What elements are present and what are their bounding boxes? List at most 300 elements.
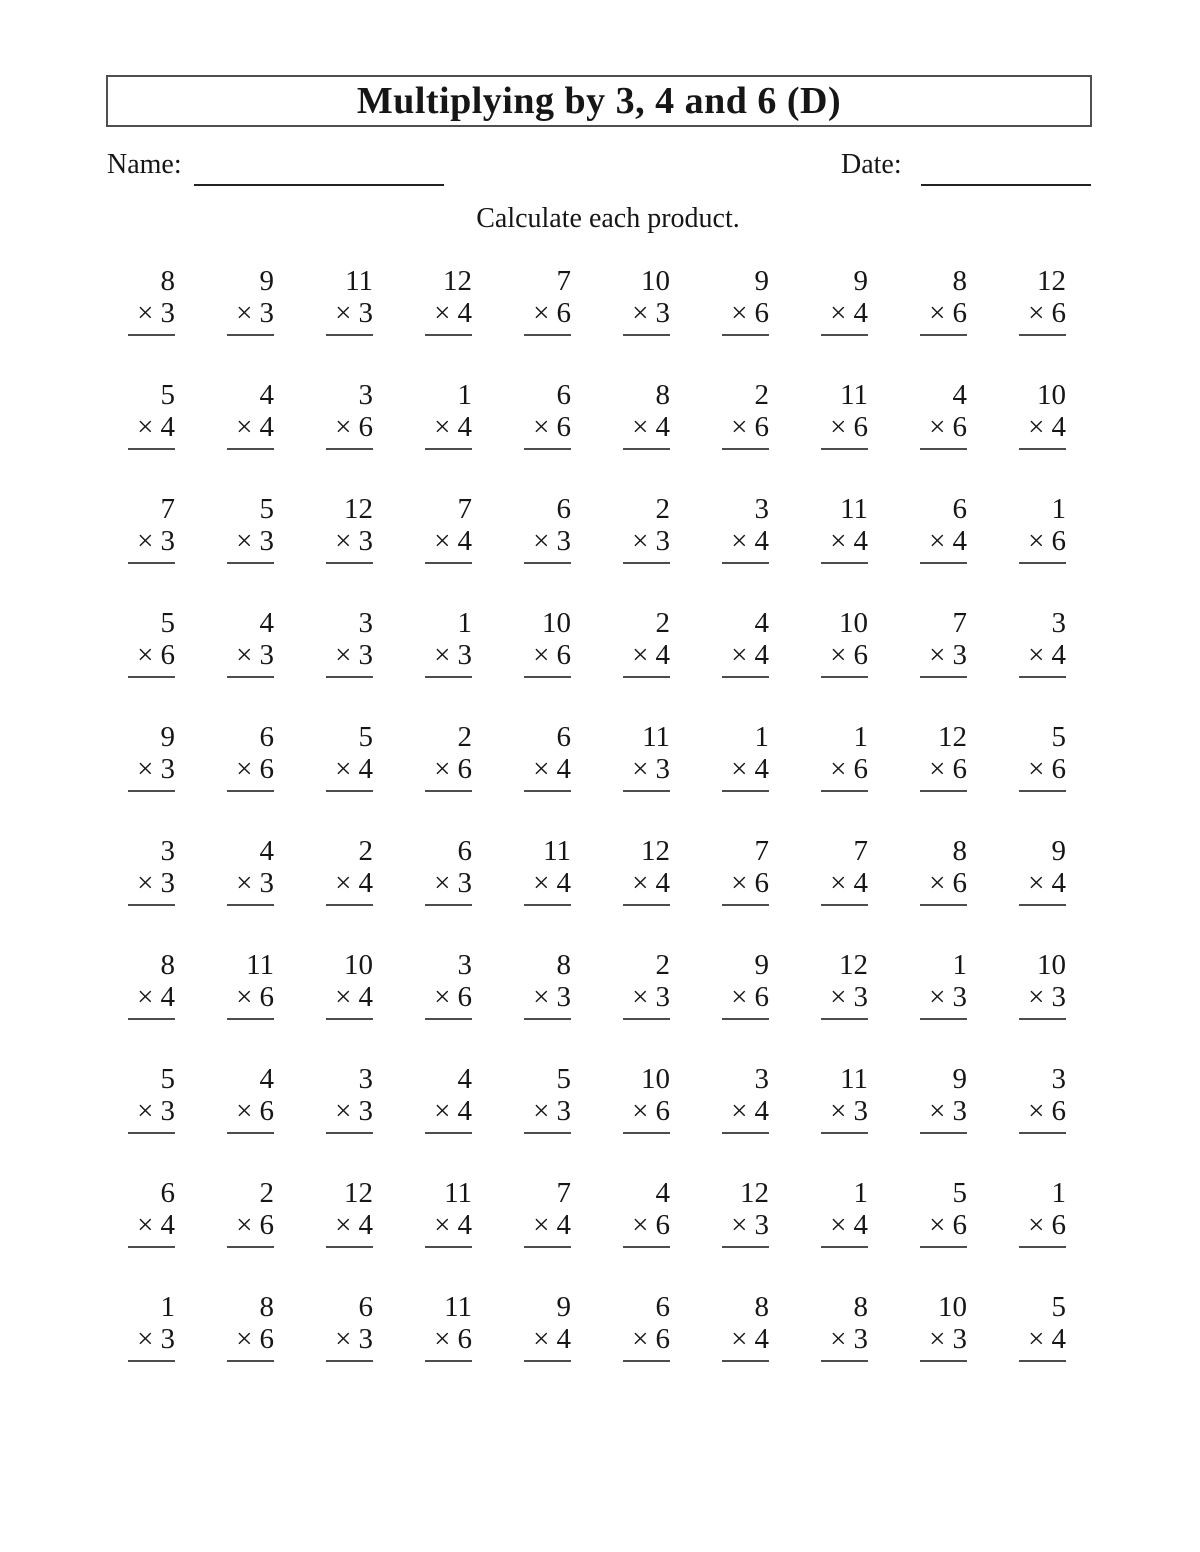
answer-line [821, 790, 868, 792]
multiplier: 3 [853, 1323, 868, 1355]
multiplier-row [821, 412, 868, 442]
answer-line [227, 562, 274, 564]
multiplier-row [920, 1324, 967, 1354]
times-sign: × [335, 1323, 352, 1355]
problem [524, 380, 571, 494]
answer-line [128, 790, 175, 792]
times-sign: × [632, 867, 649, 899]
multiplier-row [623, 1324, 670, 1354]
problem [623, 380, 670, 494]
problem [425, 494, 472, 608]
problem [920, 608, 967, 722]
answer-line [920, 790, 967, 792]
multiplier-row [227, 1324, 274, 1354]
multiplier: 4 [160, 1209, 175, 1241]
problem [722, 380, 769, 494]
problem [821, 266, 868, 380]
problem [227, 1064, 274, 1178]
problem [128, 1292, 175, 1406]
multiplier-row [326, 640, 373, 670]
answer-line [722, 334, 769, 336]
problem [821, 1178, 868, 1292]
answer-line [326, 562, 373, 564]
answer-line [524, 1246, 571, 1248]
problem [920, 266, 967, 380]
multiplier-row [920, 982, 967, 1012]
multiplier: 3 [1051, 981, 1066, 1013]
problem [524, 1064, 571, 1178]
answer-line [821, 334, 868, 336]
problem [128, 380, 175, 494]
multiplier: 3 [853, 1095, 868, 1127]
problem [920, 1178, 967, 1292]
multiplier-row [425, 868, 472, 898]
multiplier-row [326, 1210, 373, 1240]
times-sign: × [929, 1209, 946, 1241]
answer-line [425, 1246, 472, 1248]
multiplier-row [623, 1096, 670, 1126]
answer-line [128, 676, 175, 678]
problem [821, 722, 868, 836]
multiplier-row [326, 1096, 373, 1126]
multiplier: 6 [1051, 525, 1066, 557]
multiplier: 6 [754, 981, 769, 1013]
multiplicand: 9 [952, 1063, 967, 1095]
multiplicand: 9 [853, 265, 868, 297]
multiplier: 4 [358, 753, 373, 785]
problem [920, 722, 967, 836]
multiplier: 6 [655, 1209, 670, 1241]
problem [227, 950, 274, 1064]
multiplier: 4 [853, 1209, 868, 1241]
multiplier-row [425, 298, 472, 328]
multiplier: 3 [556, 1095, 571, 1127]
multiplicand: 7 [556, 1177, 571, 1209]
multiplicand: 12 [1037, 265, 1066, 297]
multiplier: 4 [853, 867, 868, 899]
multiplier: 3 [952, 981, 967, 1013]
times-sign: × [830, 1095, 847, 1127]
multiplier: 6 [952, 867, 967, 899]
multiplier-row [227, 1096, 274, 1126]
times-sign: × [335, 981, 352, 1013]
multiplicand: 10 [344, 949, 373, 981]
times-sign: × [335, 867, 352, 899]
multiplier-row [623, 526, 670, 556]
multiplier: 3 [952, 1095, 967, 1127]
multiplicand: 8 [160, 949, 175, 981]
problem [128, 266, 175, 380]
times-sign: × [731, 297, 748, 329]
multiplier: 3 [655, 753, 670, 785]
problem [524, 1292, 571, 1406]
multiplier: 4 [259, 411, 274, 443]
multiplier: 3 [358, 639, 373, 671]
answer-line [920, 334, 967, 336]
multiplier: 6 [259, 1209, 274, 1241]
multiplier: 6 [259, 1095, 274, 1127]
multiplier: 3 [655, 297, 670, 329]
times-sign: × [1028, 981, 1045, 1013]
multiplier: 6 [754, 867, 769, 899]
multiplier: 4 [655, 867, 670, 899]
times-sign: × [137, 525, 154, 557]
answer-line [227, 1132, 274, 1134]
times-sign: × [830, 1323, 847, 1355]
times-sign: × [929, 525, 946, 557]
multiplier: 3 [358, 1323, 373, 1355]
times-sign: × [236, 867, 253, 899]
times-sign: × [533, 1209, 550, 1241]
times-sign: × [632, 1095, 649, 1127]
problem [722, 836, 769, 950]
problem [128, 836, 175, 950]
problem [821, 836, 868, 950]
problem [722, 1292, 769, 1406]
multiplicand: 9 [160, 721, 175, 753]
multiplier-row [524, 526, 571, 556]
problem [1019, 608, 1066, 722]
multiplicand: 5 [160, 607, 175, 639]
problem [128, 494, 175, 608]
multiplier-row [1019, 640, 1066, 670]
times-sign: × [731, 639, 748, 671]
times-sign: × [236, 1095, 253, 1127]
problem [128, 722, 175, 836]
multiplier-row [623, 412, 670, 442]
answer-line [722, 562, 769, 564]
multiplier: 4 [754, 753, 769, 785]
times-sign: × [137, 297, 154, 329]
answer-line [326, 1360, 373, 1362]
times-sign: × [731, 1209, 748, 1241]
multiplicand: 2 [655, 607, 670, 639]
times-sign: × [632, 297, 649, 329]
times-sign: × [632, 1323, 649, 1355]
answer-line [722, 1132, 769, 1134]
problem [1019, 494, 1066, 608]
multiplier: 4 [160, 411, 175, 443]
multiplier-row [1019, 868, 1066, 898]
times-sign: × [137, 1209, 154, 1241]
answer-line [623, 676, 670, 678]
times-sign: × [236, 297, 253, 329]
problem [722, 1064, 769, 1178]
multiplier: 6 [556, 297, 571, 329]
multiplier: 3 [655, 981, 670, 1013]
multiplier-row [524, 868, 571, 898]
multiplicand: 1 [457, 379, 472, 411]
multiplier-row [425, 526, 472, 556]
multiplicand: 11 [543, 835, 571, 867]
multiplier-row [227, 298, 274, 328]
multiplicand: 4 [259, 379, 274, 411]
problem [227, 380, 274, 494]
multiplier-row [920, 1096, 967, 1126]
times-sign: × [830, 753, 847, 785]
answer-line [326, 1018, 373, 1020]
multiplicand: 5 [556, 1063, 571, 1095]
answer-line [227, 448, 274, 450]
multiplicand: 3 [754, 493, 769, 525]
answer-line [1019, 904, 1066, 906]
answer-line [128, 448, 175, 450]
problem [821, 494, 868, 608]
multiplier: 3 [655, 525, 670, 557]
problem [623, 1178, 670, 1292]
problem [920, 1292, 967, 1406]
page-title: Multiplying by 3, 4 and 6 (D) [356, 80, 842, 122]
answer-line [128, 904, 175, 906]
date-label: Date: [841, 149, 902, 180]
multiplier: 4 [457, 525, 472, 557]
multiplicand: 12 [344, 493, 373, 525]
multiplier: 3 [952, 1323, 967, 1355]
problem [326, 266, 373, 380]
multiplicand: 1 [853, 1177, 868, 1209]
multiplier: 3 [358, 525, 373, 557]
multiplier: 6 [556, 639, 571, 671]
times-sign: × [335, 525, 352, 557]
multiplier: 6 [655, 1323, 670, 1355]
multiplier-row [1019, 754, 1066, 784]
multiplicand: 8 [160, 265, 175, 297]
multiplicand: 7 [160, 493, 175, 525]
answer-line [326, 676, 373, 678]
multiplier-row [425, 640, 472, 670]
problem [1019, 950, 1066, 1064]
multiplier: 6 [1051, 297, 1066, 329]
answer-line [524, 790, 571, 792]
answer-line [920, 1018, 967, 1020]
problem [425, 950, 472, 1064]
times-sign: × [434, 1209, 451, 1241]
multiplicand: 4 [655, 1177, 670, 1209]
times-sign: × [731, 525, 748, 557]
multiplier: 4 [1051, 411, 1066, 443]
answer-line [227, 1246, 274, 1248]
answer-line [524, 448, 571, 450]
multiplicand: 7 [853, 835, 868, 867]
times-sign: × [1028, 411, 1045, 443]
multiplicand: 5 [1051, 1291, 1066, 1323]
answer-line [524, 1132, 571, 1134]
multiplicand: 6 [655, 1291, 670, 1323]
multiplier-row [821, 982, 868, 1012]
multiplicand: 1 [754, 721, 769, 753]
problem [623, 608, 670, 722]
answer-line [722, 1018, 769, 1020]
times-sign: × [830, 639, 847, 671]
multiplier: 6 [358, 411, 373, 443]
times-sign: × [533, 639, 550, 671]
multiplier: 3 [160, 525, 175, 557]
problem [128, 608, 175, 722]
multiplicand: 6 [556, 379, 571, 411]
multiplier-row [920, 526, 967, 556]
problem [425, 722, 472, 836]
multiplier-row [821, 1210, 868, 1240]
multiplier-row [920, 298, 967, 328]
problem [623, 1292, 670, 1406]
multiplier-row [524, 640, 571, 670]
multiplier-row [722, 1324, 769, 1354]
answer-line [326, 334, 373, 336]
problem [722, 608, 769, 722]
multiplicand: 6 [556, 493, 571, 525]
multiplier-row [128, 412, 175, 442]
times-sign: × [1028, 525, 1045, 557]
times-sign: × [533, 411, 550, 443]
multiplier-row [128, 298, 175, 328]
multiplicand: 3 [754, 1063, 769, 1095]
multiplicand: 9 [259, 265, 274, 297]
multiplier-row [821, 1096, 868, 1126]
problem [425, 380, 472, 494]
problem [1019, 266, 1066, 380]
multiplier: 3 [160, 753, 175, 785]
times-sign: × [335, 411, 352, 443]
times-sign: × [335, 1209, 352, 1241]
problem [524, 608, 571, 722]
multiplier-row [524, 1096, 571, 1126]
multiplier-row [623, 754, 670, 784]
times-sign: × [731, 411, 748, 443]
multiplier-row [425, 754, 472, 784]
problem [524, 950, 571, 1064]
multiplicand: 9 [1051, 835, 1066, 867]
multiplier-row [1019, 412, 1066, 442]
times-sign: × [236, 981, 253, 1013]
times-sign: × [335, 639, 352, 671]
multiplicand: 4 [754, 607, 769, 639]
times-sign: × [632, 525, 649, 557]
multiplicand: 9 [754, 265, 769, 297]
times-sign: × [830, 297, 847, 329]
times-sign: × [929, 411, 946, 443]
answer-line [326, 790, 373, 792]
multiplicand: 4 [259, 835, 274, 867]
instruction-text: Calculate each product. [476, 203, 740, 234]
multiplier-row [1019, 526, 1066, 556]
times-sign: × [830, 1209, 847, 1241]
problem [920, 950, 967, 1064]
multiplier-row [722, 1210, 769, 1240]
answer-line [623, 562, 670, 564]
answer-line [227, 1360, 274, 1362]
times-sign: × [1028, 639, 1045, 671]
problem [920, 494, 967, 608]
times-sign: × [632, 1209, 649, 1241]
answer-line [920, 904, 967, 906]
answer-line [128, 1246, 175, 1248]
answer-line [722, 1246, 769, 1248]
multiplier-row [326, 1324, 373, 1354]
multiplier: 6 [952, 411, 967, 443]
multiplicand: 8 [556, 949, 571, 981]
answer-line [524, 676, 571, 678]
problem [821, 380, 868, 494]
multiplier-row [821, 526, 868, 556]
multiplier: 4 [754, 1323, 769, 1355]
answer-line [722, 904, 769, 906]
multiplier: 4 [457, 297, 472, 329]
problems-grid [100, 266, 1090, 1406]
problem [425, 1178, 472, 1292]
answer-line [920, 1246, 967, 1248]
multiplicand: 2 [655, 493, 670, 525]
answer-line [623, 334, 670, 336]
multiplier: 4 [358, 1209, 373, 1241]
multiplier: 4 [358, 981, 373, 1013]
multiplier-row [623, 982, 670, 1012]
multiplier: 3 [358, 1095, 373, 1127]
multiplicand: 3 [457, 949, 472, 981]
multiplier-row [425, 1324, 472, 1354]
multiplier: 4 [457, 411, 472, 443]
multiplicand: 3 [358, 607, 373, 639]
problem [524, 494, 571, 608]
multiplicand: 1 [160, 1291, 175, 1323]
answer-line [326, 904, 373, 906]
problem [920, 836, 967, 950]
multiplier: 6 [853, 639, 868, 671]
answer-line [623, 1246, 670, 1248]
problem [623, 1064, 670, 1178]
problem [326, 1064, 373, 1178]
multiplier: 3 [259, 639, 274, 671]
multiplier-row [722, 412, 769, 442]
problem [227, 608, 274, 722]
multiplier-row [227, 1210, 274, 1240]
multiplier-row [227, 640, 274, 670]
multiplier: 6 [754, 297, 769, 329]
multiplier: 6 [160, 639, 175, 671]
multiplicand: 5 [1051, 721, 1066, 753]
multiplicand: 6 [160, 1177, 175, 1209]
multiplicand: 7 [457, 493, 472, 525]
multiplier-row [1019, 982, 1066, 1012]
answer-line [1019, 1132, 1066, 1134]
answer-line [821, 676, 868, 678]
multiplicand: 1 [457, 607, 472, 639]
multiplier-row [128, 526, 175, 556]
multiplier-row [1019, 1096, 1066, 1126]
multiplicand: 11 [444, 1291, 472, 1323]
multiplier-row [227, 868, 274, 898]
problem [326, 380, 373, 494]
problem [1019, 722, 1066, 836]
answer-line [722, 676, 769, 678]
problem [425, 608, 472, 722]
answer-line [524, 1018, 571, 1020]
times-sign: × [533, 981, 550, 1013]
answer-line [326, 1246, 373, 1248]
problem [920, 380, 967, 494]
multiplier: 4 [853, 525, 868, 557]
multiplicand: 10 [839, 607, 868, 639]
multiplier-row [821, 868, 868, 898]
times-sign: × [632, 411, 649, 443]
problem [326, 1292, 373, 1406]
multiplicand: 1 [1051, 1177, 1066, 1209]
problem [425, 836, 472, 950]
times-sign: × [137, 981, 154, 1013]
multiplier-row [821, 1324, 868, 1354]
answer-line [920, 1360, 967, 1362]
multiplicand: 6 [259, 721, 274, 753]
multiplier-row [722, 868, 769, 898]
